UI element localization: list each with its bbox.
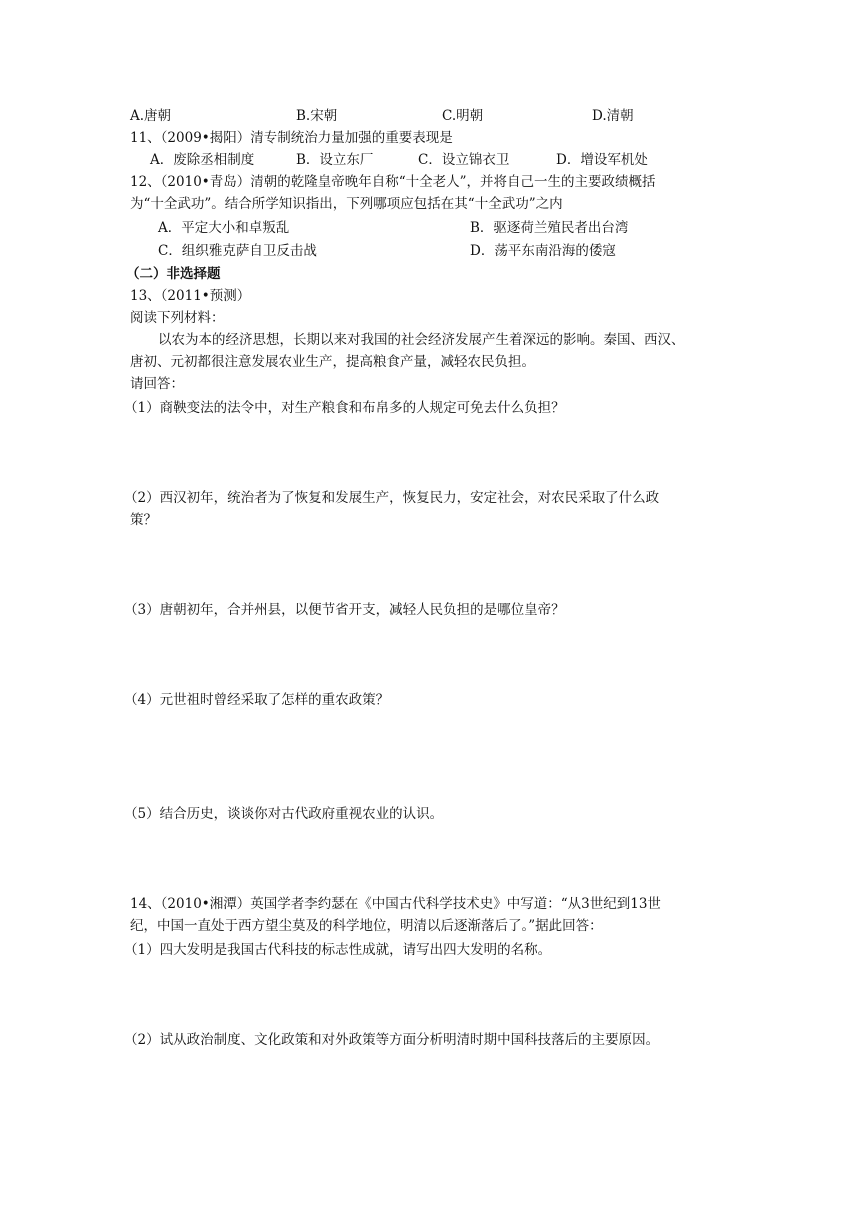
q11-option-a: A．废除丞相制度 — [150, 152, 255, 168]
q10-option-d: D.清朝 — [592, 108, 634, 124]
q12-stem-line2: 为“十全武功”。结合所学知识指出，下列哪项应包括在其“十全武功”之内 — [130, 196, 563, 212]
q14-sub2: （2）试从政治制度、文化政策和对外政策等方面分析明清时期中国科技落后的主要原因。 — [124, 1032, 660, 1048]
q13-sub1: （1）商鞅变法的法令中，对生产粮食和布帛多的人规定可免去什么负担？ — [124, 400, 565, 416]
q13-sub2-line1: （2）西汉初年，统治者为了恢复和发展生产，恢复民力，安定社会，对农民采取了什么政 — [124, 490, 660, 506]
q13-intro: 阅读下列材料： — [130, 310, 225, 326]
q14-stem-line1: 14、（2010•湘潭）英国学者李约瑟在《中国古代科学技术史》中写道：“从3世纪到13世 — [130, 896, 661, 912]
q14-stem-line2: 纪，中国一直处于西方望尘莫及的科学地位，明清以后逐渐落后了。”据此回答： — [130, 918, 603, 934]
q12-stem-line1: 12、（2010•青岛）清朝的乾隆皇帝晚年自称“十全老人”，并将自己一生的主要政绩概括 — [130, 174, 656, 190]
q13-prompt: 请回答： — [130, 376, 184, 392]
q12-option-c: C．组织雅克萨自卫反击战 — [158, 243, 317, 259]
q12-option-d: D．荡平东南沿海的倭寇 — [470, 243, 616, 259]
q13-sub3: （3）唐朝初年，合并州县，以便节省开支，减轻人民负担的是哪位皇帝？ — [124, 602, 565, 618]
q13-sub5: （5）结合历史，谈谈你对古代政府重视农业的认识。 — [124, 806, 444, 822]
q12-option-a: A．平定大小和卓叛乱 — [158, 220, 290, 236]
q14-sub1: （1）四大发明是我国古代科技的标志性成就，请写出四大发明的名称。 — [124, 942, 552, 958]
q11-option-d: D．增设军机处 — [556, 152, 648, 168]
section-heading: （二）非选择题 — [126, 266, 221, 282]
q11-stem: 11、（2009•揭阳）清专制统治力量加强的重要表现是 — [130, 130, 453, 146]
q13-stem: 13、（2011•预测） — [130, 288, 251, 304]
q13-material-line1: 以农为本的经济思想，长期以来对我国的社会经济发展产生着深远的影响。秦国、西汉、 — [158, 332, 685, 348]
q11-option-b: B．设立东厂 — [296, 152, 374, 168]
q11-option-c: C．设立锦衣卫 — [418, 152, 510, 168]
q13-material-line2: 唐初、元初都很注意发展农业生产，提高粮食产量，减轻农民负担。 — [130, 354, 535, 370]
q13-sub2-line2: 策？ — [130, 512, 157, 528]
q10-option-b: B.宋朝 — [296, 108, 338, 124]
q10-option-a: A.唐朝 — [130, 108, 172, 124]
q12-option-b: B．驱逐荷兰殖民者出台湾 — [470, 220, 629, 236]
q10-option-c: C.明朝 — [442, 108, 484, 124]
q13-sub4: （4）元世祖时曾经采取了怎样的重农政策？ — [124, 692, 390, 708]
